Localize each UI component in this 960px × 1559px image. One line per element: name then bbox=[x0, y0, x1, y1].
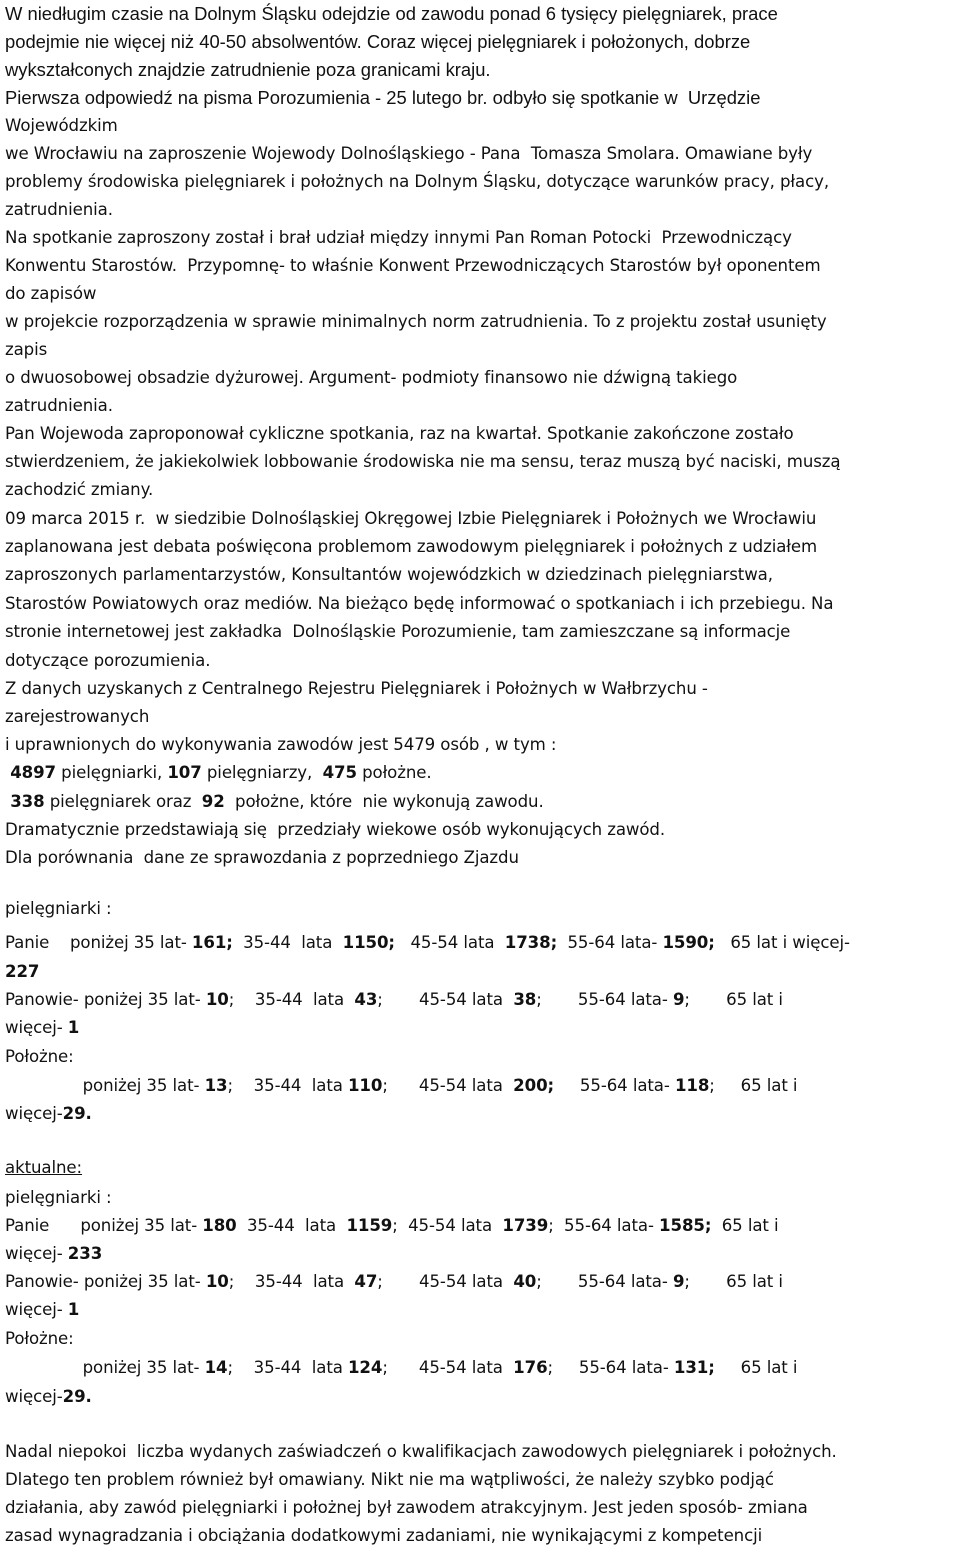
text-line: więcej- 1 bbox=[5, 1300, 80, 1319]
text-line: działania, aby zawód pielęgniarki i położnej był zawodem atrakcyjnym. Jest jeden sposób- zmiana bbox=[5, 1498, 808, 1517]
text-line: dotyczące porozumienia. bbox=[5, 651, 211, 670]
text-line: pielęgniarki : bbox=[5, 1188, 112, 1207]
text-line: zasad wynagradzania i obciążania dodatkowymi zadaniami, nie wynikającymi z kompetencji bbox=[5, 1526, 763, 1545]
text-line: zapis bbox=[5, 340, 48, 359]
text-line: więcej-29. bbox=[5, 1387, 92, 1406]
text-line: Dla porównania dane ze sprawozdania z poprzedniego Zjazdu bbox=[5, 848, 519, 867]
text-line: poniżej 35 lat- 13; 35-44 lata 110; 45-54 lata 200; 55-64 lata- 118; 65 lat i bbox=[5, 1076, 798, 1095]
text-line: 09 marca 2015 r. w siedzibie Dolnośląskiej Okręgowej Izbie Pielęgniarek i Położnych we Wrocławiu bbox=[5, 509, 817, 528]
text-line: zatrudnienia. bbox=[5, 200, 113, 219]
text-line: i uprawnionych do wykonywania zawodów jest 5479 osób , w tym : bbox=[5, 735, 557, 754]
text-line: więcej- 233 bbox=[5, 1244, 103, 1263]
text-line: Konwentu Starostów. Przypomnę- to właśnie Konwent Przewodniczących Starostów był oponentem bbox=[5, 256, 821, 275]
text-line: Położne: bbox=[5, 1329, 74, 1348]
text-line: Pan Wojewoda zaproponował cykliczne spotkania, raz na kwartał. Spotkanie zakończone zostało bbox=[5, 424, 794, 443]
text-line: pielęgniarki : bbox=[5, 899, 112, 918]
text-line: Starostów Powiatowych oraz mediów. Na bieżąco będę informować o spotkaniach i ich przebiegu. Na bbox=[5, 594, 834, 613]
text-line: zaplanowana jest debata poświęcona problemom zawodowym pielęgniarek i położnych z udziałem bbox=[5, 537, 818, 556]
text-line: Nadal niepokoi liczba wydanych zaświadczeń o kwalifikacjach zawodowych pielęgniarek i położnych. bbox=[5, 1442, 837, 1461]
text-line: W niedługim czasie na Dolnym Śląsku odejdzie od zawodu ponad 6 tysięcy pielęgniarek, prace bbox=[5, 3, 778, 24]
text-line: 338 pielęgniarek oraz 92 położne, które nie wykonują zawodu. bbox=[10, 792, 544, 811]
text-line: 4897 pielęgniarki, 107 pielęgniarzy, 475 położne. bbox=[10, 763, 432, 782]
text-line: 227 bbox=[5, 962, 40, 981]
text-line: aktualne: bbox=[5, 1158, 82, 1177]
text-line: problemy środowiska pielęgniarek i położnych na Dolnym Śląsku, dotyczące warunków pracy, płacy, bbox=[5, 172, 830, 191]
text-line: Z danych uzyskanych z Centralnego Rejestru Pielęgniarek i Położnych w Wałbrzychu - bbox=[5, 679, 708, 698]
text-line: stronie internetowej jest zakładka Dolnośląskie Porozumienie, tam zamieszczane są informacje bbox=[5, 622, 791, 641]
text-line: w projekcie rozporządzenia w sprawie minimalnych norm zatrudnienia. To z projektu został usunięty bbox=[5, 312, 827, 331]
text-line: Panowie- poniżej 35 lat- 10; 35-44 lata 43; 45-54 lata 38; 55-64 lata- 9; 65 lat i bbox=[5, 990, 783, 1009]
text-line: Panie poniżej 35 lat- 180 35-44 lata 1159; 45-54 lata 1739; 55-64 lata- 1585; 65 lat i bbox=[5, 1216, 779, 1235]
text-line: do zapisów bbox=[5, 284, 97, 303]
text-line: zaproszonych parlamentarzystów, Konsultantów wojewódzkich w dziedzinach pielęgniarstwa, bbox=[5, 565, 773, 584]
text-line: więcej- 1 bbox=[5, 1018, 80, 1037]
text-line: Dramatycznie przedstawiają się przedziały wiekowe osób wykonujących zawód. bbox=[5, 820, 666, 839]
text-line: podejmie nie więcej niż 40-50 absolwentów. Coraz więcej pielęgniarek i położonych, dobrze bbox=[5, 31, 751, 52]
text-line: zatrudnienia. bbox=[5, 396, 113, 415]
text-line: poniżej 35 lat- 14; 35-44 lata 124; 45-54 lata 176; 55-64 lata- 131; 65 lat i bbox=[5, 1358, 798, 1377]
text-line: Na spotkanie zaproszony został i brał udział między innymi Pan Roman Potocki Przewodniczący bbox=[5, 228, 792, 247]
text-line: Wojewódzkim bbox=[5, 116, 118, 135]
text-line: o dwuosobowej obsadzie dyżurowej. Argument- podmioty finansowo nie dźwigną takiego bbox=[5, 368, 738, 387]
text-line: zachodzić zmiany. bbox=[5, 480, 154, 499]
text-line: zarejestrowanych bbox=[5, 707, 150, 726]
text-line: Panowie- poniżej 35 lat- 10; 35-44 lata 47; 45-54 lata 40; 55-64 lata- 9; 65 lat i bbox=[5, 1272, 783, 1291]
text-line: Panie poniżej 35 lat- 161; 35-44 lata 1150; 45-54 lata 1738; 55-64 lata- 1590; 65 lat i więcej- bbox=[5, 933, 850, 952]
text-line: Pierwsza odpowiedź na pisma Porozumienia - 25 lutego br. odbyło się spotkanie w Urzędzie bbox=[5, 87, 761, 108]
text-line: wykształconych znajdzie zatrudnienie poza granicami kraju. bbox=[5, 59, 491, 80]
text-line: więcej-29. bbox=[5, 1104, 92, 1123]
text-line: stwierdzeniem, że jakiekolwiek lobbowanie środowiska nie ma sensu, teraz muszą być naciski, muszą bbox=[5, 452, 841, 471]
text-line: we Wrocławiu na zaproszenie Wojewody Dolnośląskiego - Pana Tomasza Smolara. Omawiane były bbox=[5, 144, 813, 163]
text-line: Dlatego ten problem również był omawiany. Nikt nie ma wątpliwości, że należy szybko podjąć bbox=[5, 1470, 774, 1489]
text-line: Położne: bbox=[5, 1047, 74, 1066]
